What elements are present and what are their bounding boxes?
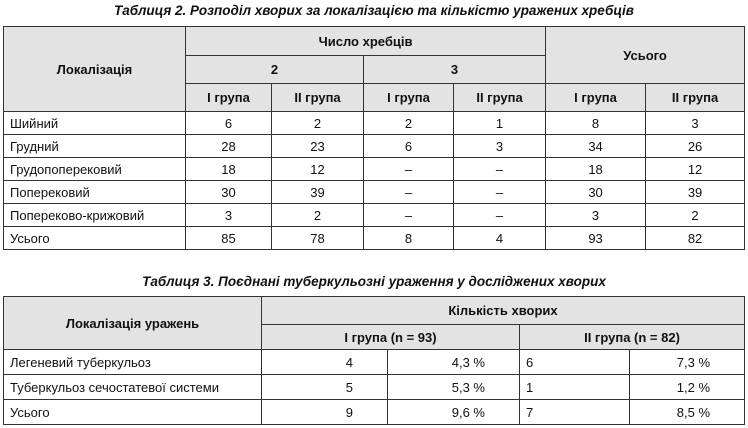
cell-value: 1	[520, 375, 630, 400]
table-row	[4, 350, 745, 375]
cell-value: 85	[186, 227, 272, 250]
cell-value: –	[454, 204, 546, 227]
cell-value: 7	[520, 400, 630, 425]
cell-value: 2	[272, 112, 364, 135]
cell-value: 28	[186, 135, 272, 158]
cell-value: –	[364, 204, 454, 227]
row-label: Легеневий туберкульоз	[4, 350, 262, 375]
cell-value: 4	[454, 227, 546, 250]
cell-value: 39	[272, 181, 364, 204]
cell-value: 93	[546, 227, 646, 250]
table3-header-patient-count: Кількість хворих	[262, 297, 745, 325]
table-row	[4, 158, 745, 181]
cell-value: 6	[520, 350, 630, 375]
table2-caption: Таблиця 2. Розподіл хворих за локалізацією та кількістю уражених хребців	[114, 3, 634, 18]
table-row-total	[4, 227, 745, 250]
table2-header-group2: ІІ група	[646, 84, 745, 112]
cell-value: 8	[364, 227, 454, 250]
table3-header-localization: Локалізація уражень	[4, 297, 262, 350]
cell-value: 6	[186, 112, 272, 135]
row-label: Попереково-крижовий	[4, 204, 186, 227]
table2-header-vertebrae-count: Число хребців	[186, 27, 546, 56]
cell-value: 12	[272, 158, 364, 181]
cell-value: 23	[272, 135, 364, 158]
cell-value: –	[364, 158, 454, 181]
cell-value: 8	[546, 112, 646, 135]
cell-value: 9	[262, 400, 388, 425]
cell-value: 2	[646, 204, 745, 227]
cell-value: 30	[186, 181, 272, 204]
cell-value: 4	[262, 350, 388, 375]
cell-value: 26	[646, 135, 745, 158]
cell-value: 1	[454, 112, 546, 135]
cell-value: 18	[546, 158, 646, 181]
cell-value: 12	[646, 158, 745, 181]
table2-header-three-vertebrae: 3	[364, 56, 546, 84]
cell-value: 34	[546, 135, 646, 158]
row-label: Шийний	[4, 112, 186, 135]
row-label: Туберкульоз сечостатевої системи	[4, 375, 262, 400]
cell-value: 2	[272, 204, 364, 227]
row-label: Усього	[4, 227, 186, 250]
row-label: Поперековий	[4, 181, 186, 204]
table-row	[4, 181, 745, 204]
table-row	[4, 204, 745, 227]
table2-header-total: Усього	[546, 27, 745, 84]
cell-value: 5,3 %	[388, 375, 520, 400]
cell-value: 18	[186, 158, 272, 181]
cell-value: 3	[546, 204, 646, 227]
row-label: Грудний	[4, 135, 186, 158]
table2-header-group1: І група	[364, 84, 454, 112]
cell-value: 1,2 %	[630, 375, 745, 400]
table-row	[4, 375, 745, 400]
table2-header-group1: І група	[546, 84, 646, 112]
cell-value: 5	[262, 375, 388, 400]
table2-header-group1: І група	[186, 84, 272, 112]
cell-value: 3	[186, 204, 272, 227]
table3-combined-lesions	[3, 296, 745, 425]
table-row	[4, 135, 745, 158]
table3-header-group1: І група (n = 93)	[262, 325, 520, 350]
cell-value: 6	[364, 135, 454, 158]
cell-value: –	[454, 181, 546, 204]
cell-value: 3	[646, 112, 745, 135]
cell-value: 39	[646, 181, 745, 204]
cell-value: 3	[454, 135, 546, 158]
table2-vertebrae-distribution	[3, 26, 745, 250]
table3-caption: Таблиця 3. Поєднані туберкульозні ураження у досліджених хворих	[142, 274, 606, 289]
cell-value: 7,3 %	[630, 350, 745, 375]
row-label: Грудопоперековий	[4, 158, 186, 181]
table3-header-group2: ІІ група (n = 82)	[520, 325, 745, 350]
row-label: Усього	[4, 400, 262, 425]
cell-value: 8,5 %	[630, 400, 745, 425]
cell-value: 9,6 %	[388, 400, 520, 425]
cell-value: –	[364, 181, 454, 204]
cell-value: 30	[546, 181, 646, 204]
cell-value: 82	[646, 227, 745, 250]
cell-value: –	[454, 158, 546, 181]
cell-value: 4,3 %	[388, 350, 520, 375]
table2-header-localization: Локалізація	[4, 27, 186, 112]
cell-value: 2	[364, 112, 454, 135]
table2-header-group2: ІІ група	[454, 84, 546, 112]
table-row	[4, 112, 745, 135]
table-row-total	[4, 400, 745, 425]
table2-header-two-vertebrae: 2	[186, 56, 364, 84]
table2-header-group2: ІІ група	[272, 84, 364, 112]
cell-value: 78	[272, 227, 364, 250]
